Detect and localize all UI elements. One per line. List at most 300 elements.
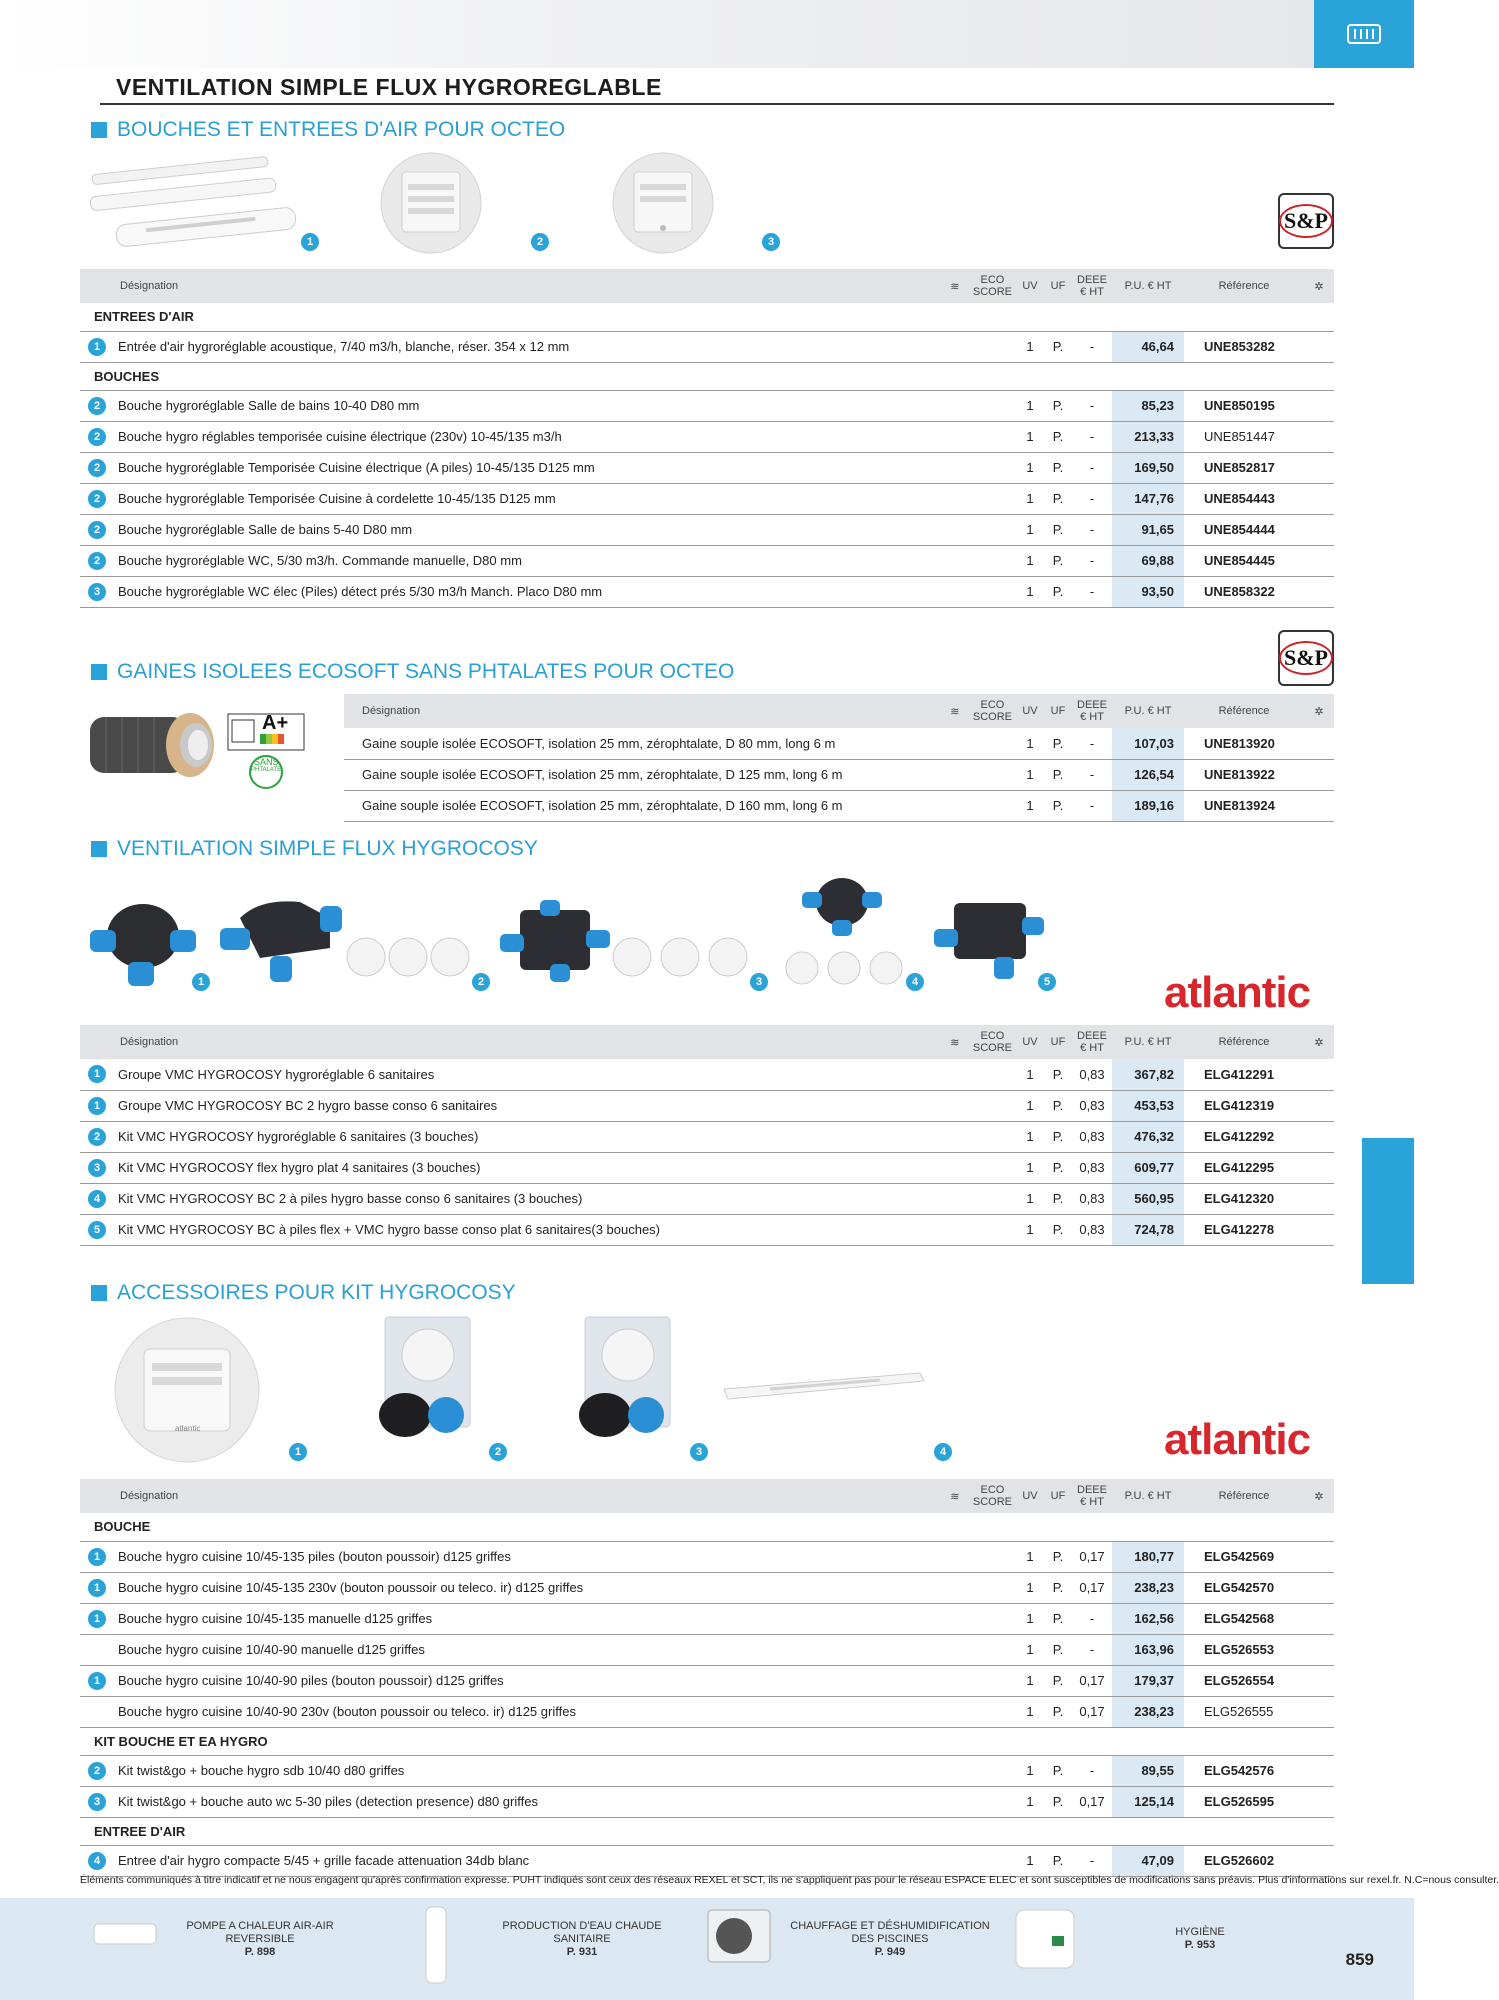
- row-reference[interactable]: ELG526553: [1184, 1634, 1304, 1665]
- row-reference[interactable]: UNE852817: [1184, 452, 1304, 483]
- col-price: P.U. € HT: [1112, 694, 1184, 728]
- table-row: [80, 390, 1334, 421]
- settings-icon[interactable]: ✲: [1304, 1025, 1334, 1059]
- related-link-label: PRODUCTION D'EAU CHAUDE SANITAIRE: [502, 1920, 662, 1945]
- row-uv: 1: [1016, 1214, 1044, 1245]
- wifi-icon: ≋: [941, 694, 969, 728]
- row-uf: P.: [1044, 759, 1072, 790]
- row-price: 89,55: [1112, 1755, 1184, 1786]
- product-badge: 3: [750, 973, 768, 991]
- related-link-page: P. 949: [874, 1946, 906, 1958]
- row-designation: Gaine souple isolée ECOSOFT, isolation 25 mm, zérophtalate, D 125 mm, long 6 m: [344, 759, 941, 790]
- wifi-icon: ≋: [941, 1025, 969, 1059]
- section-title: VENTILATION SIMPLE FLUX HYGROCOSY: [117, 837, 538, 860]
- row-badge: 4: [88, 1852, 106, 1870]
- aplus-label: A+: [262, 712, 289, 734]
- row-badge: 3: [88, 1793, 106, 1811]
- row-designation: Kit VMC HYGROCOSY BC 2 à piles hygro basse conso 6 sanitaires (3 bouches): [114, 1183, 941, 1214]
- section-title: GAINES ISOLEES ECOSOFT SANS PHTALATES POUR OCTEO: [117, 660, 735, 683]
- vmc-flat-unit-photo: [500, 900, 610, 985]
- related-link-label: POMPE A CHALEUR AIR-AIR REVERSIBLE: [186, 1920, 334, 1945]
- row-deee: -: [1072, 576, 1112, 607]
- row-deee: 0,17: [1072, 1572, 1112, 1603]
- product-table-gaines: [344, 694, 1334, 822]
- row-price: 476,32: [1112, 1121, 1184, 1152]
- row-designation: Entree d'air hygro compacte 5/45 + grille facade attenuation 34db blanc: [114, 1845, 941, 1876]
- row-reference[interactable]: ELG542576: [1184, 1755, 1304, 1786]
- row-price: 46,64: [1112, 331, 1184, 362]
- vmc-unit-photo: [220, 888, 345, 988]
- col-score: SCORE: [972, 711, 1012, 723]
- table-row: [80, 1152, 1334, 1183]
- row-designation: Bouche hygroréglable Temporisée Cuisine électrique (A piles) 10-45/135 D125 mm: [114, 452, 941, 483]
- row-reference[interactable]: ELG542569: [1184, 1541, 1304, 1572]
- table-row: [80, 1603, 1334, 1634]
- row-designation: Bouche hygro cuisine 10/45-135 230v (bouton poussoir ou teleco. ir) d125 griffes: [114, 1572, 941, 1603]
- row-deee: 0,17: [1072, 1541, 1112, 1572]
- row-reference[interactable]: ELG542570: [1184, 1572, 1304, 1603]
- row-uv: 1: [1016, 421, 1044, 452]
- product-table-bouches: [80, 269, 1334, 608]
- row-uv: 1: [1016, 790, 1044, 821]
- row-deee: -: [1072, 390, 1112, 421]
- table-row: [80, 421, 1334, 452]
- row-uf: P.: [1044, 1121, 1072, 1152]
- row-reference[interactable]: ELG412320: [1184, 1183, 1304, 1214]
- vmc-unit-kit-photo: [780, 872, 910, 987]
- row-uf: P.: [1044, 483, 1072, 514]
- wifi-icon: ≋: [941, 269, 969, 303]
- row-deee: -: [1072, 1845, 1112, 1876]
- row-badge: 1: [88, 1672, 106, 1690]
- row-uv: 1: [1016, 1152, 1044, 1183]
- row-deee: -: [1072, 790, 1112, 821]
- row-price: 367,82: [1112, 1059, 1184, 1090]
- row-uf: P.: [1044, 1845, 1072, 1876]
- row-uf: P.: [1044, 1603, 1072, 1634]
- row-price: 93,50: [1112, 576, 1184, 607]
- row-reference[interactable]: ELG526602: [1184, 1845, 1304, 1876]
- product-badge: 1: [289, 1443, 307, 1461]
- extract-vent-photo: [378, 150, 484, 256]
- row-uf: P.: [1044, 1665, 1072, 1696]
- row-uv: 1: [1016, 1572, 1044, 1603]
- row-designation: Kit VMC HYGROCOSY hygroréglable 6 sanitaires (3 bouches): [114, 1121, 941, 1152]
- col-reference: Référence: [1184, 694, 1304, 728]
- category-label: BOUCHES: [80, 362, 1334, 390]
- vent-caps-photo: [344, 935, 474, 980]
- section-heading-gaines: [91, 660, 734, 684]
- col-deee-unit: € HT: [1080, 1496, 1104, 1508]
- category-label: BOUCHE: [80, 1513, 1334, 1541]
- row-deee: 0,17: [1072, 1696, 1112, 1727]
- row-reference[interactable]: UNE858322: [1184, 576, 1304, 607]
- table-row: [344, 790, 1334, 821]
- row-reference[interactable]: UNE813922: [1184, 759, 1304, 790]
- table-row: [80, 1665, 1334, 1696]
- table-row: [80, 1572, 1334, 1603]
- product-badge: 4: [906, 973, 924, 991]
- col-designation: Désignation: [80, 1025, 941, 1059]
- row-deee: 0,17: [1072, 1786, 1112, 1817]
- row-reference[interactable]: UNE853282: [1184, 331, 1304, 362]
- water-heater-icon: [424, 1905, 448, 1985]
- row-designation: Kit twist&go + bouche auto wc 5-30 piles (detection presence) d80 griffes: [114, 1786, 941, 1817]
- row-price: 238,23: [1112, 1572, 1184, 1603]
- row-designation: Gaine souple isolée ECOSOFT, isolation 25 mm, zérophtalate, D 80 mm, long 6 m: [344, 728, 941, 759]
- product-badge: 2: [489, 1443, 507, 1461]
- col-reference: Référence: [1184, 1479, 1304, 1513]
- col-reference: Référence: [1184, 269, 1304, 303]
- phtalate-label: PHTALATE: [251, 767, 282, 773]
- col-eco: ECO: [980, 699, 1005, 711]
- row-reference[interactable]: UNE854443: [1184, 483, 1304, 514]
- row-deee: -: [1072, 514, 1112, 545]
- row-badge: 1: [88, 1579, 106, 1597]
- row-badge: 1: [88, 1610, 106, 1628]
- row-uf: P.: [1044, 1541, 1072, 1572]
- col-score: SCORE: [972, 1042, 1012, 1054]
- row-badge: 5: [88, 1221, 106, 1239]
- related-link-page: P. 953: [1184, 1939, 1216, 1951]
- table-row: [344, 728, 1334, 759]
- row-uf: P.: [1044, 545, 1072, 576]
- row-price: 107,03: [1112, 728, 1184, 759]
- row-price: 609,77: [1112, 1152, 1184, 1183]
- row-designation: Bouche hygroréglable Temporisée Cuisine à cordelette 10-45/135 D125 mm: [114, 483, 941, 514]
- table-row: [80, 1059, 1334, 1090]
- row-uv: 1: [1016, 1541, 1044, 1572]
- row-uf: P.: [1044, 1059, 1072, 1090]
- row-price: 213,33: [1112, 421, 1184, 452]
- row-badge: 1: [88, 1065, 106, 1083]
- row-reference[interactable]: ELG412278: [1184, 1214, 1304, 1245]
- col-deee-unit: € HT: [1080, 1042, 1104, 1054]
- row-designation: Bouche hygro cuisine 10/40-90 230v (bouton poussoir ou teleco. ir) d125 griffes: [114, 1696, 941, 1727]
- related-link-hot-water[interactable]: [482, 1920, 682, 1959]
- atlantic-brand-logo: atlantic: [1164, 968, 1311, 1017]
- row-deee: -: [1072, 1755, 1112, 1786]
- chapter-side-tab[interactable]: [1362, 1138, 1414, 1284]
- product-table-accessoires: [80, 1479, 1334, 1877]
- row-uv: 1: [1016, 1059, 1044, 1090]
- air-inlet-photo: [86, 158, 306, 248]
- row-reference[interactable]: ELG542568: [1184, 1603, 1304, 1634]
- row-uf: P.: [1044, 1634, 1072, 1665]
- row-reference[interactable]: UNE854444: [1184, 514, 1304, 545]
- row-uv: 1: [1016, 1755, 1044, 1786]
- row-badge: 2: [88, 521, 106, 539]
- table-row: [80, 1755, 1334, 1786]
- row-designation: Bouche hygro cuisine 10/40-90 piles (bouton poussoir) d125 griffes: [114, 1665, 941, 1696]
- row-reference[interactable]: UNE850195: [1184, 390, 1304, 421]
- category-label: ENTREES D'AIR: [80, 303, 1334, 331]
- row-uf: P.: [1044, 1755, 1072, 1786]
- row-uf: P.: [1044, 390, 1072, 421]
- row-badge: 2: [88, 428, 106, 446]
- row-reference[interactable]: ELG412319: [1184, 1090, 1304, 1121]
- product-badge: 3: [690, 1443, 708, 1461]
- row-reference[interactable]: UNE854445: [1184, 545, 1304, 576]
- row-price: 69,88: [1112, 545, 1184, 576]
- row-badge: 3: [88, 1159, 106, 1177]
- col-price: P.U. € HT: [1112, 1025, 1184, 1059]
- row-designation: Entrée d'air hygroréglable acoustique, 7/40 m3/h, blanche, réser. 354 x 12 mm: [114, 331, 941, 362]
- row-badge: 1: [88, 1548, 106, 1566]
- row-badge: 2: [88, 1762, 106, 1780]
- title-divider: [100, 103, 1334, 105]
- product-brand-label: atlantic: [175, 1424, 201, 1433]
- row-badge: 4: [88, 1190, 106, 1208]
- related-link-label: CHAUFFAGE ET DÉSHUMIDIFICATION DES PISCINES: [790, 1920, 990, 1945]
- section-heading-hygrocosy: [91, 837, 538, 861]
- row-uv: 1: [1016, 759, 1044, 790]
- col-eco: ECO: [980, 274, 1005, 286]
- col-eco: ECO: [980, 1030, 1005, 1042]
- hand-dryer-icon: [1012, 1906, 1078, 1972]
- col-price: P.U. € HT: [1112, 1479, 1184, 1513]
- row-reference[interactable]: UNE851447: [1184, 421, 1304, 452]
- row-price: 179,37: [1112, 1665, 1184, 1696]
- col-designation: Désignation: [80, 1479, 941, 1513]
- product-badge: 5: [1038, 973, 1056, 991]
- row-designation: Bouche hygro réglables temporisée cuisine électrique (230v) 10-45/135 m3/h: [114, 421, 941, 452]
- col-uv: UV: [1016, 1479, 1044, 1513]
- wc-kit-photo: [530, 1315, 680, 1450]
- row-badge: 2: [88, 459, 106, 477]
- row-uv: 1: [1016, 1183, 1044, 1214]
- row-reference[interactable]: ELG526595: [1184, 1786, 1304, 1817]
- row-deee: 0,83: [1072, 1090, 1112, 1121]
- outdoor-unit-icon: [706, 1908, 772, 1964]
- row-uf: P.: [1044, 1183, 1072, 1214]
- compact-air-inlet-photo: [720, 1365, 930, 1405]
- row-designation: Bouche hygro cuisine 10/45-135 manuelle d125 griffes: [114, 1603, 941, 1634]
- col-score: SCORE: [972, 1496, 1012, 1508]
- col-uv: UV: [1016, 694, 1044, 728]
- row-badge: 2: [88, 552, 106, 570]
- table-row: [80, 483, 1334, 514]
- related-link-page: P. 931: [566, 1946, 598, 1958]
- table-row: [80, 1696, 1334, 1727]
- row-deee: 0,83: [1072, 1121, 1112, 1152]
- row-price: 125,14: [1112, 1786, 1184, 1817]
- top-banner: [0, 0, 1314, 68]
- row-designation: Kit VMC HYGROCOSY BC à piles flex + VMC hygro basse conso plat 6 sanitaires(3 bouches): [114, 1214, 941, 1245]
- row-uv: 1: [1016, 1696, 1044, 1727]
- row-uf: P.: [1044, 421, 1072, 452]
- sans-label: SANS: [254, 757, 279, 767]
- col-uf: UF: [1044, 694, 1072, 728]
- table-row: [80, 1214, 1334, 1245]
- related-link-label: HYGIÈNE: [1175, 1926, 1225, 1938]
- row-reference[interactable]: ELG526555: [1184, 1696, 1304, 1727]
- row-uf: P.: [1044, 514, 1072, 545]
- category-label: KIT BOUCHE ET EA HYGRO: [80, 1727, 1334, 1755]
- row-price: 560,95: [1112, 1183, 1184, 1214]
- row-uv: 1: [1016, 390, 1044, 421]
- row-badge: 1: [88, 1097, 106, 1115]
- row-price: 189,16: [1112, 790, 1184, 821]
- product-badge: 4: [934, 1443, 952, 1461]
- settings-icon[interactable]: ✲: [1304, 269, 1334, 303]
- row-uf: P.: [1044, 1572, 1072, 1603]
- col-deee: DEEE: [1077, 699, 1107, 711]
- row-designation: Kit VMC HYGROCOSY flex hygro plat 4 sanitaires (3 bouches): [114, 1152, 941, 1183]
- row-reference[interactable]: UNE813920: [1184, 728, 1304, 759]
- row-badge: 2: [88, 1128, 106, 1146]
- row-designation: Bouche hygro cuisine 10/40-90 manuelle d125 griffes: [114, 1634, 941, 1665]
- row-designation: Groupe VMC HYGROCOSY hygroréglable 6 sanitaires: [114, 1059, 941, 1090]
- row-uv: 1: [1016, 1603, 1044, 1634]
- row-deee: -: [1072, 1603, 1112, 1634]
- table-row: [344, 759, 1334, 790]
- row-reference[interactable]: UNE813924: [1184, 790, 1304, 821]
- row-designation: Bouche hygroréglable Salle de bains 5-40 D80 mm: [114, 514, 941, 545]
- col-price: P.U. € HT: [1112, 269, 1184, 303]
- row-reference[interactable]: ELG412292: [1184, 1121, 1304, 1152]
- row-deee: -: [1072, 1634, 1112, 1665]
- row-uv: 1: [1016, 514, 1044, 545]
- wifi-icon: ≋: [941, 1479, 969, 1513]
- row-uf: P.: [1044, 452, 1072, 483]
- row-uv: 1: [1016, 1121, 1044, 1152]
- row-price: 453,53: [1112, 1090, 1184, 1121]
- related-link-pool[interactable]: [790, 1920, 990, 1959]
- row-uv: 1: [1016, 331, 1044, 362]
- row-deee: -: [1072, 728, 1112, 759]
- table-row: [80, 1541, 1334, 1572]
- product-badge: 3: [762, 233, 780, 251]
- table-row: [80, 1090, 1334, 1121]
- row-uf: P.: [1044, 1090, 1072, 1121]
- col-score: SCORE: [972, 286, 1012, 298]
- extract-vent-photo: [610, 150, 716, 256]
- product-badge: 2: [531, 233, 549, 251]
- row-deee: 0,83: [1072, 1183, 1112, 1214]
- insulated-duct-photo: [86, 705, 226, 789]
- row-designation: Gaine souple isolée ECOSOFT, isolation 25 mm, zérophtalate, D 160 mm, long 6 m: [344, 790, 941, 821]
- row-price: 180,77: [1112, 1541, 1184, 1572]
- table-row: [80, 452, 1334, 483]
- row-deee: -: [1072, 759, 1112, 790]
- col-deee-unit: € HT: [1080, 286, 1104, 298]
- sp-brand-logo: S&P: [1278, 630, 1334, 686]
- row-uv: 1: [1016, 452, 1044, 483]
- related-link-page: P. 898: [244, 1946, 276, 1958]
- row-price: 238,23: [1112, 1696, 1184, 1727]
- col-deee-unit: € HT: [1080, 711, 1104, 723]
- vmc-flat-unit-photo: [934, 895, 1044, 985]
- row-uv: 1: [1016, 483, 1044, 514]
- col-uf: UF: [1044, 1479, 1072, 1513]
- row-reference[interactable]: ELG412291: [1184, 1059, 1304, 1090]
- settings-icon[interactable]: ✲: [1304, 1479, 1334, 1513]
- table-row: [80, 1786, 1334, 1817]
- settings-icon[interactable]: ✲: [1304, 694, 1334, 728]
- col-designation: Désignation: [344, 694, 941, 728]
- table-row: [80, 545, 1334, 576]
- row-reference[interactable]: ELG526554: [1184, 1665, 1304, 1696]
- row-deee: 0,17: [1072, 1665, 1112, 1696]
- legal-footnote: Éléments communiqués à titre indicatif et ne nous engagent qu'après confirmation expresse. PUHT indiqués sont ceux des réseaux REXEL et SCT, ils ne s'appliquent pas pour le réseau ESPACE ELEC et sont susceptibles de modifications sans préavis. Plus d'informations sur rexel.fr. N.C=nous consulter.: [80, 1874, 1499, 1886]
- row-designation: Bouche hygroréglable WC, 5/30 m3/h. Commande manuelle, D80 mm: [114, 545, 941, 576]
- row-designation: Bouche hygroréglable WC élec (Piles) détect prés 5/30 m3/h Manch. Placo D80 mm: [114, 576, 941, 607]
- row-uf: P.: [1044, 1786, 1072, 1817]
- row-designation: Groupe VMC HYGROCOSY BC 2 hygro basse conso 6 sanitaires: [114, 1090, 941, 1121]
- bathroom-kit-photo: [330, 1315, 480, 1450]
- category-label: ENTREE D'AIR: [80, 1817, 1334, 1845]
- row-deee: -: [1072, 452, 1112, 483]
- row-uv: 1: [1016, 1090, 1044, 1121]
- product-badge: 1: [192, 973, 210, 991]
- row-uf: P.: [1044, 331, 1072, 362]
- product-table-hygrocosy: [80, 1025, 1334, 1246]
- row-price: 85,23: [1112, 390, 1184, 421]
- row-uf: P.: [1044, 1214, 1072, 1245]
- product-badge: 1: [301, 233, 319, 251]
- col-uv: UV: [1016, 269, 1044, 303]
- col-deee: DEEE: [1077, 1030, 1107, 1042]
- col-reference: Référence: [1184, 1025, 1304, 1059]
- section-title: BOUCHES ET ENTREES D'AIR POUR OCTEO: [117, 118, 566, 141]
- row-uf: P.: [1044, 1152, 1072, 1183]
- col-deee: DEEE: [1077, 274, 1107, 286]
- row-deee: 0,83: [1072, 1214, 1112, 1245]
- row-deee: -: [1072, 483, 1112, 514]
- related-link-hygiene[interactable]: [1110, 1926, 1290, 1952]
- row-deee: -: [1072, 331, 1112, 362]
- row-uv: 1: [1016, 1634, 1044, 1665]
- product-badge: 2: [472, 973, 490, 991]
- row-reference[interactable]: ELG412295: [1184, 1152, 1304, 1183]
- col-eco: ECO: [980, 1484, 1005, 1496]
- table-row: [80, 331, 1334, 362]
- row-price: 126,54: [1112, 759, 1184, 790]
- row-deee: -: [1072, 421, 1112, 452]
- heat-pump-split-icon: [92, 1918, 158, 1948]
- section-title: ACCESSOIRES POUR KIT HYGROCOSY: [117, 1281, 516, 1304]
- row-badge: 2: [88, 397, 106, 415]
- section-heading-accessoires: [91, 1281, 516, 1305]
- row-uv: 1: [1016, 1786, 1044, 1817]
- row-price: 91,65: [1112, 514, 1184, 545]
- catalog-tab[interactable]: [1314, 0, 1414, 68]
- row-price: 162,56: [1112, 1603, 1184, 1634]
- table-row: [80, 1845, 1334, 1876]
- table-row: [80, 1634, 1334, 1665]
- atlantic-brand-logo: atlantic: [1164, 1415, 1311, 1464]
- col-deee: DEEE: [1077, 1484, 1107, 1496]
- row-deee: 0,83: [1072, 1152, 1112, 1183]
- row-uf: P.: [1044, 728, 1072, 759]
- sp-brand-logo: S&P: [1278, 193, 1334, 249]
- table-row: [80, 1121, 1334, 1152]
- row-designation: Bouche hygroréglable Salle de bains 10-40 D80 mm: [114, 390, 941, 421]
- col-designation: Désignation: [80, 269, 941, 303]
- row-badge: 1: [88, 338, 106, 356]
- row-badge: 3: [88, 583, 106, 601]
- section-heading-bouches: [91, 118, 565, 142]
- vmc-unit-photo: [88, 890, 198, 990]
- related-link-heat-pump[interactable]: [170, 1920, 350, 1959]
- row-price: 724,78: [1112, 1214, 1184, 1245]
- row-uf: P.: [1044, 1696, 1072, 1727]
- row-deee: -: [1072, 545, 1112, 576]
- row-price: 163,96: [1112, 1634, 1184, 1665]
- row-designation: Bouche hygro cuisine 10/45-135 piles (bouton poussoir) d125 griffes: [114, 1541, 941, 1572]
- col-uf: UF: [1044, 1025, 1072, 1059]
